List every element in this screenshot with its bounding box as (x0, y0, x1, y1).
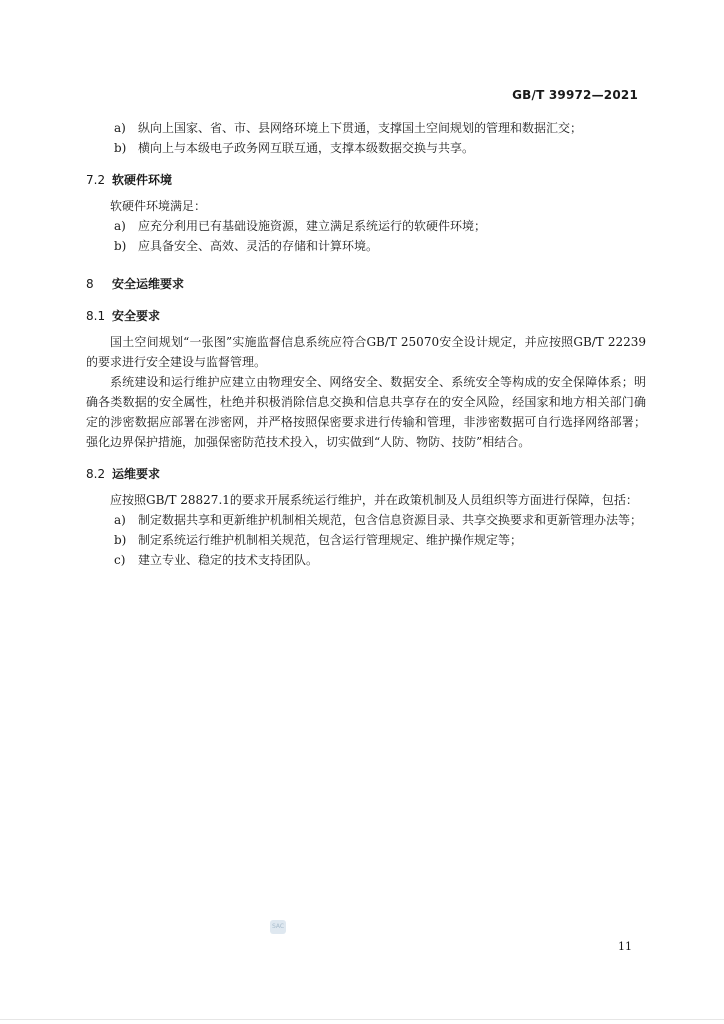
section-number: 8.1 (86, 309, 106, 323)
list-item (86, 510, 646, 530)
page-content (86, 118, 646, 570)
section-heading-8 (86, 274, 646, 294)
list-item (86, 216, 646, 236)
section-title: 运维要求 (112, 467, 161, 481)
section-heading-8-2 (86, 464, 646, 484)
list-marker: a) (114, 219, 126, 233)
list-text: 应具备安全、高效、灵活的存储和计算环境。 (138, 239, 379, 253)
list-item (86, 236, 646, 256)
section-title: 安全要求 (112, 309, 161, 323)
list-item (86, 530, 646, 550)
section-number: 7.2 (86, 173, 106, 187)
page-number: 11 (618, 940, 632, 953)
list-item (86, 550, 646, 570)
list-marker: b) (114, 533, 127, 547)
watermark-logo: SAC (270, 920, 286, 934)
section-heading-7-2 (86, 170, 646, 190)
section-number: 8.2 (86, 467, 106, 481)
list-item (86, 118, 646, 138)
section-title: 软硬件环境 (112, 173, 173, 187)
list-marker: b) (114, 239, 127, 253)
list-item (86, 138, 646, 158)
list-text: 应充分利用已有基础设施资源，建立满足系统运行的软硬件环境； (138, 219, 487, 233)
body-paragraph: 国土空间规划“一张图”实施监督信息系统应符合GB/T 25070安全设计规定，并应按照GB/T 22239的要求进行安全建设与监督管理。 (86, 335, 646, 369)
section-number: 8 (86, 277, 94, 291)
list-marker: b) (114, 141, 127, 155)
list-text: 制定系统运行维护机制相关规范，包含运行管理规定、维护操作规定等； (138, 533, 523, 547)
section-title: 安全运维要求 (112, 277, 185, 291)
footer-divider (0, 1019, 724, 1020)
body-paragraph: 系统建设和运行维护应建立由物理安全、网络安全、数据安全、系统安全等构成的安全保障体系；明确各类数据的安全属性，杜绝并积极消除信息交换和信息共享存在的安全风险，经国家和地方相关部门确定的涉密数据应部署在涉密网，并严格按照保密要求进行传输和管理，非涉密数据可自行选择网络部署；强化边界保护措施，加强保密防范技术投入，切实做到“人防、物防、技防”相结合。 (86, 375, 646, 449)
standard-code-header: GB/T 39972—2021 (512, 88, 638, 102)
list-text: 纵向上国家、省、市、县网络环境上下贯通，支撑国土空间规划的管理和数据汇交； (138, 121, 583, 135)
list-text: 横向上与本级电子政务网互联互通，支撑本级数据交换与共享。 (138, 141, 475, 155)
body-paragraph: 应按照GB/T 28827.1的要求开展系统运行维护，并在政策机制及人员组织等方面进行保障，包括： (110, 493, 638, 507)
list-marker: a) (114, 513, 126, 527)
section-heading-8-1 (86, 306, 646, 326)
list-marker: a) (114, 121, 126, 135)
list-marker: c) (114, 553, 126, 567)
section-lead: 软硬件环境满足： (110, 199, 207, 213)
list-text: 建立专业、稳定的技术支持团队。 (138, 553, 319, 567)
list-text: 制定数据共享和更新维护机制相关规范，包含信息资源目录、共享交换要求和更新管理办法等； (138, 513, 643, 527)
